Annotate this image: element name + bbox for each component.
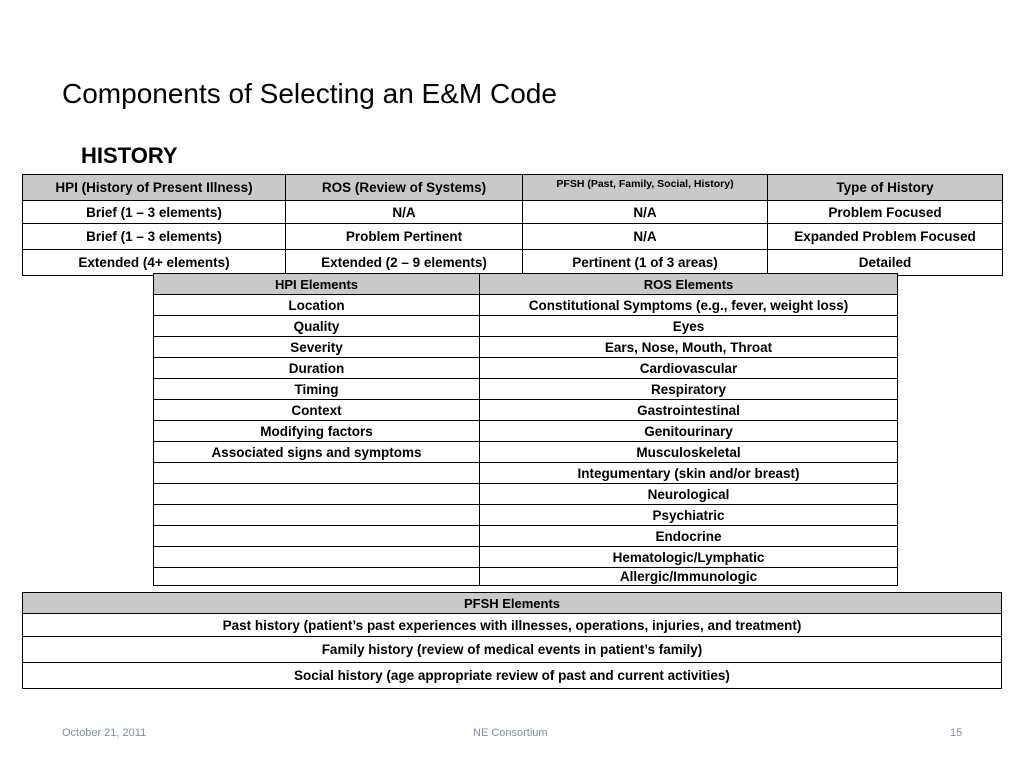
table-cell: Detailed (768, 250, 1003, 276)
ros-element: Integumentary (skin and/or breast) (480, 463, 898, 484)
pfsh-element: Past history (patient’s past experiences with illnesses, operations, injuries, and treatment) (23, 614, 1002, 637)
header-type-of-history: Type of History (768, 175, 1003, 201)
table-cell: Extended (2 – 9 elements) (286, 250, 523, 276)
footer-organization: NE Consortium (473, 727, 548, 739)
hpi-element (154, 526, 480, 547)
history-type-table (22, 174, 1003, 276)
ros-element: Psychiatric (480, 505, 898, 526)
table-row (154, 484, 898, 505)
ros-element: Eyes (480, 316, 898, 337)
table-row (154, 421, 898, 442)
hpi-ros-elements-table (153, 273, 898, 586)
header-hpi: HPI (History of Present Illness) (23, 175, 286, 201)
table-row (154, 337, 898, 358)
table-row (154, 316, 898, 337)
hpi-element (154, 547, 480, 568)
header-pfsh: PFSH (Past, Family, Social, History) (523, 175, 768, 201)
elements-table-header-row (154, 274, 898, 295)
table-cell: Brief (1 – 3 elements) (23, 224, 286, 250)
table-cell: N/A (523, 224, 768, 250)
table-row (23, 663, 1002, 689)
hpi-element: Associated signs and symptoms (154, 442, 480, 463)
table-row (23, 224, 1003, 250)
ros-element: Allergic/Immunologic (480, 568, 898, 586)
table-row (154, 442, 898, 463)
section-heading-history: HISTORY (81, 143, 178, 168)
table-cell: Problem Focused (768, 201, 1003, 224)
hpi-element (154, 568, 480, 586)
slide-title: Components of Selecting an E&M Code (62, 78, 557, 109)
table-cell: Brief (1 – 3 elements) (23, 201, 286, 224)
table-cell: Pertinent (1 of 3 areas) (523, 250, 768, 276)
ros-element: Genitourinary (480, 421, 898, 442)
hpi-element (154, 463, 480, 484)
hpi-element: Location (154, 295, 480, 316)
table-row (23, 614, 1002, 637)
hpi-element: Modifying factors (154, 421, 480, 442)
table-cell: N/A (523, 201, 768, 224)
header-ros-elements: ROS Elements (480, 274, 898, 295)
header-hpi-elements: HPI Elements (154, 274, 480, 295)
pfsh-table-header-row (23, 593, 1002, 614)
table-row (23, 250, 1003, 276)
hpi-element: Duration (154, 358, 480, 379)
header-ros: ROS (Review of Systems) (286, 175, 523, 201)
table-cell: Expanded Problem Focused (768, 224, 1003, 250)
ros-element: Respiratory (480, 379, 898, 400)
ros-element: Gastrointestinal (480, 400, 898, 421)
ros-element: Constitutional Symptoms (e.g., fever, weight loss) (480, 295, 898, 316)
footer-page-number: 15 (950, 727, 963, 739)
ros-element: Neurological (480, 484, 898, 505)
hpi-element: Severity (154, 337, 480, 358)
hpi-element: Context (154, 400, 480, 421)
table-row (23, 637, 1002, 663)
ros-element: Musculoskeletal (480, 442, 898, 463)
footer-date: October 21, 2011 (62, 727, 147, 739)
history-table-header-row (23, 175, 1003, 201)
hpi-element (154, 505, 480, 526)
hpi-element: Timing (154, 379, 480, 400)
hpi-element (154, 484, 480, 505)
table-row (154, 358, 898, 379)
table-row (154, 547, 898, 568)
table-row (154, 379, 898, 400)
table-cell: Extended (4+ elements) (23, 250, 286, 276)
table-row (154, 526, 898, 547)
table-row (154, 505, 898, 526)
table-row (154, 400, 898, 421)
table-cell: N/A (286, 201, 523, 224)
pfsh-elements-table (22, 592, 1002, 689)
ros-element: Cardiovascular (480, 358, 898, 379)
ros-element: Ears, Nose, Mouth, Throat (480, 337, 898, 358)
table-row (23, 201, 1003, 224)
table-row (154, 568, 898, 586)
header-pfsh-elements: PFSH Elements (23, 593, 1002, 614)
hpi-element: Quality (154, 316, 480, 337)
table-row (154, 295, 898, 316)
ros-element: Endocrine (480, 526, 898, 547)
ros-element: Hematologic/Lymphatic (480, 547, 898, 568)
table-cell: Problem Pertinent (286, 224, 523, 250)
pfsh-element: Family history (review of medical events in patient’s family) (23, 637, 1002, 663)
table-row (154, 463, 898, 484)
pfsh-element: Social history (age appropriate review of past and current activities) (23, 663, 1002, 689)
